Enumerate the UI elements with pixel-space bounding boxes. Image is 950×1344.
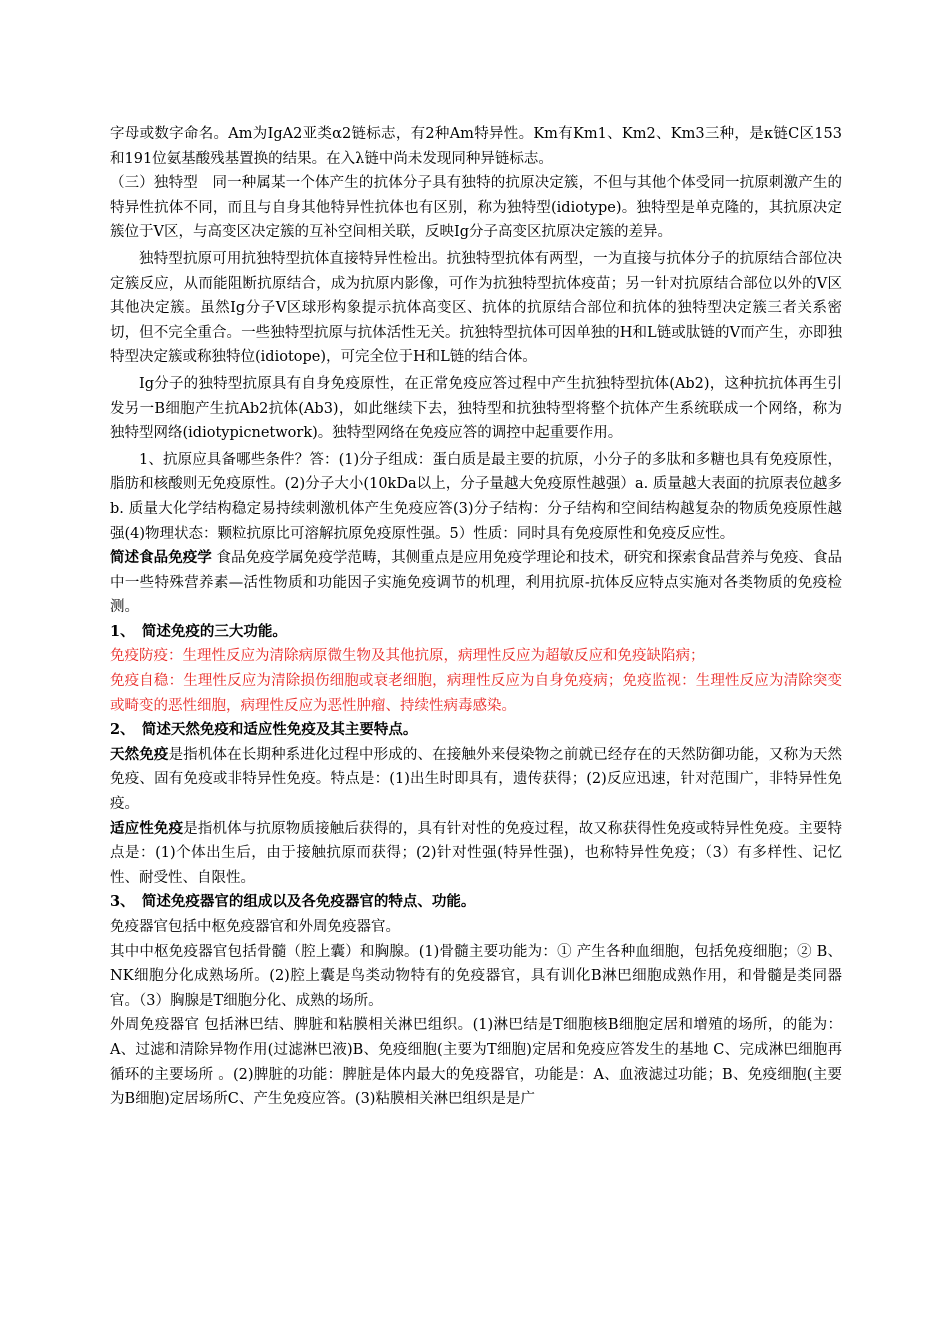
answer-1-homeostasis-surveillance: 免疫自稳：生理性反应为清除损伤细胞或衰老细胞，病理性反应为自身免疫病；免疫监视：生理性反应为清除突变或畸变的恶性细胞，病理性反应为恶性肿瘤、持续性病毒感染。 — [110, 673, 842, 714]
paragraph-allotype-end: 字母或数字命名。Am为IgA2亚类α2链标志，有2种Am特异性。Km有Km1、Km2、Km3三种，是κ链C区153和191位氨基酸残基置换的结果。在入λ链中尚未发现同种异链标志。 — [110, 126, 842, 167]
paragraph-antigen-conditions: 1、抗原应具备哪些条件？答：(1)分子组成：蛋白质是最主要的抗原，小分子的多肽和多糖也具有免疫原性，脂肪和核酸则无免疫原性。(2)分子大小(10kDa以上，分子量越大免疫原性越强）a. 质量越大表面的抗原表位越多 b. 质量大化学结构稳定易持续刺激机体产生免疫应答(3)分子结构：分子结构和空间结构越复杂的物质免疫原性越强(4)物理状态：颗粒抗原比可溶解抗原免疫原性强。5）性质：同时具有免疫原性和免疫反应性。 — [110, 451, 871, 542]
food-immunology-text: 食品免疫学属免疫学范畴，其侧重点是应用免疫学理论和技术，研究和探索食品营养与免疫、食品中一些特殊营养素—活性物质和功能因子实施免疫调节的机理，利用抗原-抗体反应特点实施对各类物质的免疫检测。 — [110, 550, 843, 616]
innate-immunity-term: 天然免疫 — [110, 745, 169, 763]
paragraph-idiotype-detection: 独特型抗原可用抗独特型抗体直接特异性检出。抗独特型抗体有两型，一为直接与抗体分子的抗原结合部位决定簇反应，从而能阻断抗原结合，成为抗原内影像，可作为抗独特型抗体疫苗；另一针对抗原结合部位以外的V区其他决定簇。虽然Ig分子V区球形构象提示抗体高变区、抗体的抗原结合部位和抗体的独特型决定簇三者关系密切，但不完全重合。一些独特型抗原与抗体活性无关。抗独特型抗体可因单独的H和L链或肽链的V而产生，亦即独特型决定簇或称独特位(idiotope)，可完全位于H和L链的结合体。 — [110, 250, 842, 366]
paragraph-food-immunology — [110, 546, 842, 620]
adaptive-immunity-text: 是指机体与抗原物质接触后获得的，具有针对性的免疫过程，故又称获得性免疫或特异性免疫。主要特点是：(1)个体出生后，由于接触抗原而获得；(2)针对性强(特异性强)，也称特异性免疫；（3）有多样性、记忆性、耐受性、自限性。 — [110, 820, 843, 886]
answer-3-overview: 免疫器官包括中枢免疫器官和外周免疫器官。 — [110, 919, 400, 935]
paragraph-idiotype-intro: （三）独特型 同一种属某一个体产生的抗体分子具有独特的抗原决定簇，不但与其他个体受同一抗原刺激产生的特异性抗体不同，而且与自身其他特异性抗体也有区别，称为独特型(idiotype)。独特型是单克隆的，其抗原决定簇位于V区，与高变区决定簇的互补空间相关联，反映Ig分子高变区抗原决定簇的差异。 — [110, 175, 842, 241]
answer-3-central-organs: 其中中枢免疫器官包括骨髓（腔上囊）和胸腺。(1)骨髓主要功能为：① 产生各种血细胞，包括免疫细胞；② B、NK细胞分化成熟场所。(2)腔上囊是鸟类动物特有的免疫器官，具有训化B淋巴细胞成熟作用，和骨髓是类同器官。（3）胸腺是T细胞分化、成熟的场所。 — [110, 943, 842, 1009]
innate-immunity-text: 是指机体在长期种系进化过程中形成的、在接触外来侵染物之前就已经存在的天然防御功能，又称为天然免疫、固有免疫或非特异性免疫。特点是：(1)出生时即具有，遗传获得；(2)反应迅速，针对范围广，非特异性免疫。 — [110, 746, 843, 813]
question-3-title: 3、 简述免疫器官的组成以及各免疫器官的特点、功能。 — [110, 893, 476, 911]
answer-2-innate — [110, 743, 842, 817]
question-1-title: 1、 简述免疫的三大功能。 — [110, 622, 287, 640]
answer-2-adaptive — [110, 817, 842, 891]
document-page — [110, 122, 871, 1112]
question-2-title: 2、 简述天然免疫和适应性免疫及其主要特点。 — [110, 721, 418, 739]
food-immunology-heading: 简述食品免疫学 — [110, 549, 212, 567]
answer-3-peripheral-organs: 外周免疫器官 包括淋巴结、脾脏和粘膜相关淋巴组织。(1)淋巴结是T细胞核B细胞定居和增殖的场所，的能为：A、过滤和清除异物作用(过滤淋巴液)B、免疫细胞(主要为T细胞)定居和免疫应答发生的基地 C、完成淋巴细胞再循环的主要场所 。(2)脾脏的功能：脾脏是体内最大的免疫器官，功能是：A、血液滤过功能；B、免疫细胞(主要为B细胞)定居场所C、产生免疫应答。(3)粘膜相关淋巴组织是是广 — [110, 1017, 842, 1108]
paragraph-idiotypic-network: Ig分子的独特型抗原具有自身免疫原性，在正常免疫应答过程中产生抗独特型抗体(Ab2)，这种抗抗体再生引发另一B细胞产生抗Ab2抗体(Ab3)，如此继续下去，独特型和抗独特型将整个抗体产生系统联成一个网络，称为独特型网络(idiotypicnetwork)。独特型网络在免疫应答的调控中起重要作用。 — [110, 375, 842, 442]
answer-1-defense: 免疫防疫：生理性反应为清除病原微生物及其他抗原，病理性反应为超敏反应和免疫缺陷病； — [110, 648, 705, 665]
adaptive-immunity-term: 适应性免疫 — [110, 819, 184, 837]
